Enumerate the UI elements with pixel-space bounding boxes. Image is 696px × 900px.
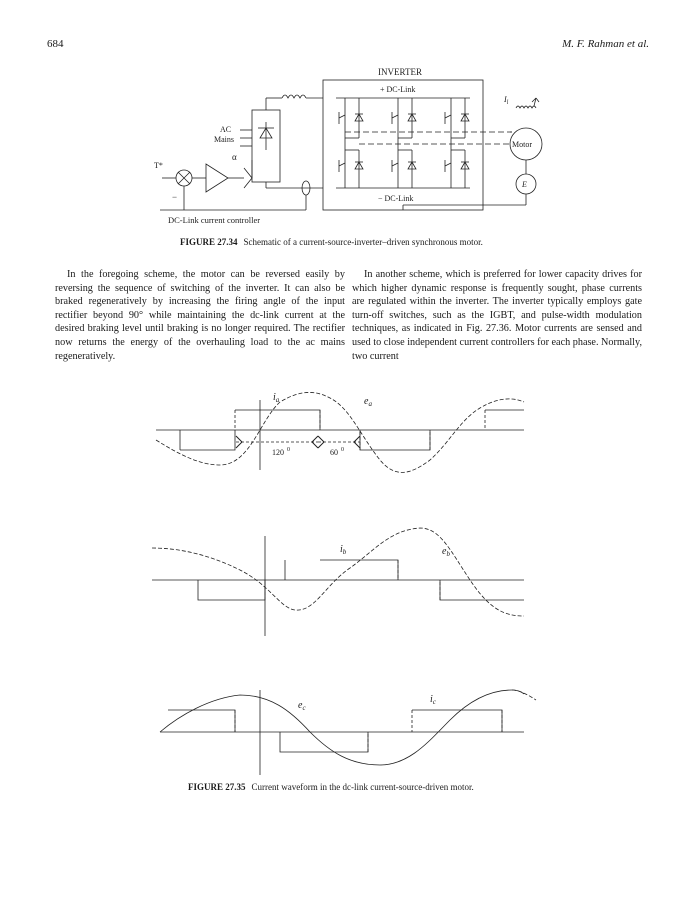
figure-27-34-schematic — [140, 60, 560, 228]
phase-a-current-label: $i_a$ — [273, 392, 280, 404]
figure-27-34-caption: FIGURE 27.34 Schematic of a current-source-inverter–driven synchronous motor. — [180, 237, 483, 247]
tstar-label: T* — [154, 161, 163, 170]
inverter-box — [323, 80, 483, 210]
phase-c-current-label: $i_c$ — [430, 694, 436, 706]
figure-27-35-waveforms — [140, 380, 560, 780]
motor-label: Motor — [512, 140, 532, 149]
angle-60-label: 60 $^0$ — [330, 447, 344, 457]
controller-gain — [206, 164, 228, 192]
phase-c-emf — [160, 690, 524, 765]
phase-b-emf-label: $e_b$ — [442, 546, 450, 558]
minus-label: − — [172, 192, 178, 202]
angle-120-label: 120 $^0$ — [272, 447, 290, 457]
dc-minus-label: − DC-Link — [378, 194, 414, 203]
phase-c-emf-label: $e_c$ — [298, 700, 306, 712]
load-spring — [516, 106, 536, 108]
dc-link-inductor — [282, 95, 306, 98]
mains-label: Mains — [214, 135, 234, 144]
body-column-left — [55, 268, 345, 363]
alpha-label: α — [232, 152, 237, 162]
load-torque-label: $I_l$ — [504, 95, 509, 106]
paragraph-right: In another scheme, which is preferred for lower capacity drives for which higher dynamic response is frequently sought, phase currents are regulated within the inverter. The inverter typically employs gate turn-off switches, such as the IGBT, and pulse-width modulation techniques, as indicated in Fig. 27.36. Motor currents are sensed and used to close independent current controllers for each phase. Normally, two current — [352, 269, 642, 362]
dc-plus-label: + DC-Link — [380, 85, 416, 94]
emf-label: E — [522, 180, 527, 189]
inverter-label: INVERTER — [378, 67, 422, 77]
figure-27-35-caption: FIGURE 27.35 Current waveform in the dc-link current-source-driven motor. — [188, 782, 474, 792]
firing-block — [244, 168, 252, 188]
inverter-legs — [339, 98, 512, 188]
phase-b-emf — [152, 528, 524, 616]
ac-label: AC — [220, 125, 232, 134]
body-column-right — [352, 268, 642, 363]
phase-a-plot — [156, 392, 524, 472]
running-header-authors: M. F. Rahman et al. — [562, 38, 649, 50]
phase-b-current-label: $i_b$ — [340, 544, 347, 556]
phase-c-plot — [160, 690, 536, 775]
phase-b-plot — [152, 528, 524, 636]
phase-c-current — [168, 710, 502, 752]
page-number: 684 — [47, 38, 64, 50]
controller-label: DC-Link current controller — [168, 215, 261, 225]
phase-a-emf — [156, 392, 524, 472]
paragraph-left: In the foregoing scheme, the motor can be reversed easily by reversing the sequence of switching of the inverter. It can also be braked regeneratively by increasing the firing angle of the input rectifier beyond 90° while maintaining the dc-link current at the desired braking level until braking is no longer required. The rectifier now returns the energy of the overhauling load to the ac mains regeneratively. — [55, 269, 345, 362]
phase-a-emf-label: $e_a$ — [364, 396, 372, 408]
